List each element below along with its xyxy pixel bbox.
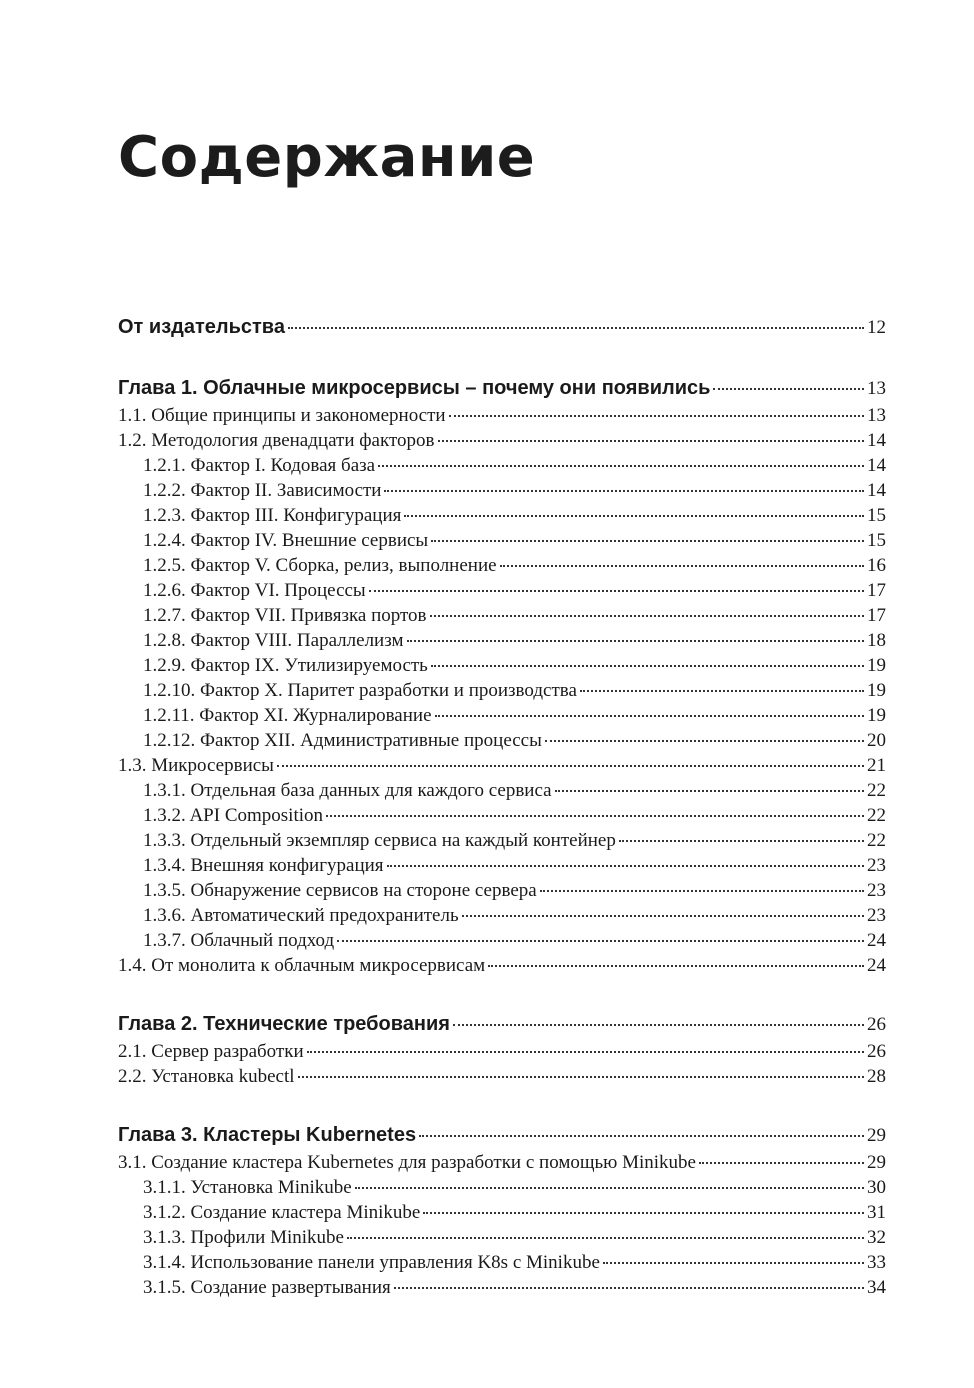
toc-page-number: 32	[867, 1227, 886, 1248]
dot-leader	[369, 590, 864, 592]
dot-leader	[337, 940, 864, 942]
toc-entry[interactable]	[118, 1039, 886, 1064]
dot-leader	[435, 715, 864, 717]
toc-page-number: 21	[867, 755, 886, 776]
toc-entry[interactable]	[118, 678, 886, 703]
toc-entry[interactable]	[118, 878, 886, 903]
toc-entry[interactable]	[118, 503, 886, 528]
dot-leader	[431, 540, 864, 542]
dot-leader	[438, 440, 865, 442]
toc-entry[interactable]	[118, 653, 886, 678]
toc-entry-title: 3.1.5. Создание развертывания	[143, 1277, 391, 1298]
dot-leader	[580, 690, 864, 692]
toc-page-number: 13	[867, 405, 886, 426]
dot-leader	[355, 1187, 864, 1189]
toc-page-number: 12	[867, 317, 886, 338]
toc-entry-title: 1.2. Методология двенадцати факторов	[118, 430, 435, 451]
dot-leader	[500, 565, 864, 567]
toc-entry-title: 1.2.10. Фактор X. Паритет разработки и производства	[143, 680, 577, 701]
dot-leader	[288, 327, 864, 329]
toc-entry[interactable]	[118, 603, 886, 628]
dot-leader	[462, 915, 864, 917]
dot-leader	[384, 490, 864, 492]
toc-entry[interactable]	[118, 928, 886, 953]
toc-entry[interactable]	[118, 628, 886, 653]
toc-entry-title: 1.3.3. Отдельный экземпляр сервиса на каждый контейнер	[143, 830, 616, 851]
toc-page-number: 28	[867, 1066, 886, 1087]
toc-entry-title: 1.2.11. Фактор XI. Журналирование	[143, 705, 432, 726]
dot-leader	[326, 815, 864, 817]
dot-leader	[277, 765, 864, 767]
table-of-contents	[118, 312, 886, 1300]
dot-leader	[430, 615, 864, 617]
toc-page-number: 22	[867, 780, 886, 801]
toc-entry-title: 1.2.12. Фактор XII. Административные процессы	[143, 730, 542, 751]
toc-page-number: 14	[867, 430, 886, 451]
toc-entry-title: 1.2.1. Фактор I. Кодовая база	[143, 455, 376, 476]
page-title: Содержание	[118, 125, 536, 190]
dot-leader	[387, 865, 864, 867]
toc-entry[interactable]	[118, 953, 886, 978]
toc-page-number: 14	[867, 455, 886, 476]
toc-page-number: 18	[867, 630, 886, 651]
toc-entry-title: 1.1. Общие принципы и закономерности	[118, 405, 446, 426]
dot-leader	[394, 1287, 864, 1289]
dot-leader	[378, 465, 864, 467]
dot-leader	[423, 1212, 864, 1214]
toc-chapter-entry[interactable]	[118, 1009, 886, 1039]
toc-page-number: 26	[867, 1014, 886, 1035]
toc-entry-title: 1.3.4. Внешняя конфигурация	[143, 855, 384, 876]
toc-page-number: 24	[867, 930, 886, 951]
toc-page-number: 29	[867, 1152, 886, 1173]
toc-entry-title: Глава 3. Кластеры Kubernetes	[118, 1124, 417, 1146]
dot-leader	[555, 790, 864, 792]
toc-entry-title: 1.3.6. Автоматический предохранитель	[143, 905, 459, 926]
toc-entry[interactable]	[118, 728, 886, 753]
toc-entry[interactable]	[118, 453, 886, 478]
dot-leader	[488, 965, 864, 967]
toc-entry[interactable]	[118, 703, 886, 728]
toc-entry-title: 3.1.2. Создание кластера Minikube	[143, 1202, 421, 1223]
toc-entry-title: 3.1. Создание кластера Kubernetes для разработки с помощью Minikube	[118, 1152, 696, 1173]
toc-entry[interactable]	[118, 1200, 886, 1225]
dot-leader	[407, 640, 865, 642]
toc-page-number: 19	[867, 680, 886, 701]
dot-leader	[713, 388, 864, 390]
dot-leader	[404, 515, 864, 517]
toc-gap	[118, 978, 886, 1009]
toc-entry[interactable]	[118, 1250, 886, 1275]
dot-leader	[545, 740, 864, 742]
toc-gap	[118, 1089, 886, 1120]
toc-page-number: 26	[867, 1041, 886, 1062]
toc-entry[interactable]	[118, 803, 886, 828]
toc-entry-title: 1.2.3. Фактор III. Конфигурация	[143, 505, 402, 526]
toc-page-number: 17	[867, 605, 886, 626]
dot-leader	[298, 1076, 864, 1078]
toc-entry-title: От издательства	[118, 316, 285, 338]
toc-entry[interactable]	[118, 428, 886, 453]
toc-page-number: 22	[867, 830, 886, 851]
toc-page-number: 34	[867, 1277, 886, 1298]
toc-page-number: 23	[867, 855, 886, 876]
toc-gap	[118, 342, 886, 373]
toc-entry[interactable]	[118, 1175, 886, 1200]
dot-leader	[603, 1262, 864, 1264]
toc-entry[interactable]	[118, 578, 886, 603]
toc-page-number: 17	[867, 580, 886, 601]
toc-entry-title: 2.1. Сервер разработки	[118, 1041, 304, 1062]
toc-entry-title: 3.1.3. Профили Minikube	[143, 1227, 344, 1248]
toc-entry-title: 3.1.4. Использование панели управления K8s с Minikube	[143, 1252, 600, 1273]
toc-entry-title: 1.2.6. Фактор VI. Процессы	[143, 580, 366, 601]
dot-leader	[540, 890, 864, 892]
toc-page-number: 14	[867, 480, 886, 501]
toc-entry[interactable]	[118, 753, 886, 778]
toc-page-number: 19	[867, 655, 886, 676]
toc-entry-title: 1.3.2. API Composition	[143, 805, 323, 826]
toc-entry-title: 1.3. Микросервисы	[118, 755, 274, 776]
dot-leader	[307, 1051, 864, 1053]
toc-entry[interactable]	[118, 1150, 886, 1175]
toc-page-number: 13	[867, 378, 886, 399]
dot-leader	[347, 1237, 864, 1239]
dot-leader	[699, 1162, 864, 1164]
toc-entry[interactable]	[118, 1064, 886, 1089]
toc-entry[interactable]	[118, 478, 886, 503]
toc-entry-title: 3.1.1. Установка Minikube	[143, 1177, 352, 1198]
toc-entry-title: 1.2.2. Фактор II. Зависимости	[143, 480, 382, 501]
dot-leader	[619, 840, 864, 842]
toc-page-number: 23	[867, 880, 886, 901]
toc-page-number: 15	[867, 505, 886, 526]
toc-entry[interactable]	[118, 853, 886, 878]
toc-chapter-entry[interactable]	[118, 312, 886, 342]
toc-entry-title: 1.3.5. Обнаружение сервисов на стороне сервера	[143, 880, 537, 901]
toc-entry-title: 1.3.1. Отдельная база данных для каждого сервиса	[143, 780, 552, 801]
toc-entry[interactable]	[118, 903, 886, 928]
toc-entry-title: 1.2.5. Фактор V. Сборка, релиз, выполнение	[143, 555, 497, 576]
toc-entry-title: Глава 2. Технические требования	[118, 1013, 450, 1035]
toc-entry[interactable]	[118, 828, 886, 853]
toc-entry[interactable]	[118, 403, 886, 428]
toc-entry[interactable]	[118, 553, 886, 578]
toc-page-number: 23	[867, 905, 886, 926]
toc-entry[interactable]	[118, 528, 886, 553]
toc-entry-title: 1.2.8. Фактор VIII. Параллелизм	[143, 630, 404, 651]
toc-chapter-entry[interactable]	[118, 1120, 886, 1150]
toc-entry-title: 1.3.7. Облачный подход	[143, 930, 335, 951]
toc-entry-title: 1.2.4. Фактор IV. Внешние сервисы	[143, 530, 429, 551]
toc-page-number: 24	[867, 955, 886, 976]
toc-page-number: 19	[867, 705, 886, 726]
toc-entry-title: 2.2. Установка kubectl	[118, 1066, 295, 1087]
toc-page-number: 15	[867, 530, 886, 551]
toc-page-number: 22	[867, 805, 886, 826]
dot-leader	[453, 1024, 864, 1026]
toc-chapter-entry[interactable]	[118, 373, 886, 403]
toc-entry[interactable]	[118, 1275, 886, 1300]
toc-entry-title: 1.4. От монолита к облачным микросервисам	[118, 955, 486, 976]
toc-entry-title: Глава 1. Облачные микросервисы – почему они появились	[118, 377, 711, 399]
toc-page-number: 30	[867, 1177, 886, 1198]
toc-page-number: 29	[867, 1125, 886, 1146]
toc-entry-title: 1.2.9. Фактор IX. Утилизируемость	[143, 655, 428, 676]
toc-entry-title: 1.2.7. Фактор VII. Привязка портов	[143, 605, 427, 626]
toc-page-number: 20	[867, 730, 886, 751]
dot-leader	[419, 1135, 864, 1137]
toc-entry[interactable]	[118, 1225, 886, 1250]
dot-leader	[449, 415, 864, 417]
toc-entry[interactable]	[118, 778, 886, 803]
dot-leader	[431, 665, 864, 667]
toc-page-number: 33	[867, 1252, 886, 1273]
toc-page-number: 31	[867, 1202, 886, 1223]
toc-page-number: 16	[867, 555, 886, 576]
